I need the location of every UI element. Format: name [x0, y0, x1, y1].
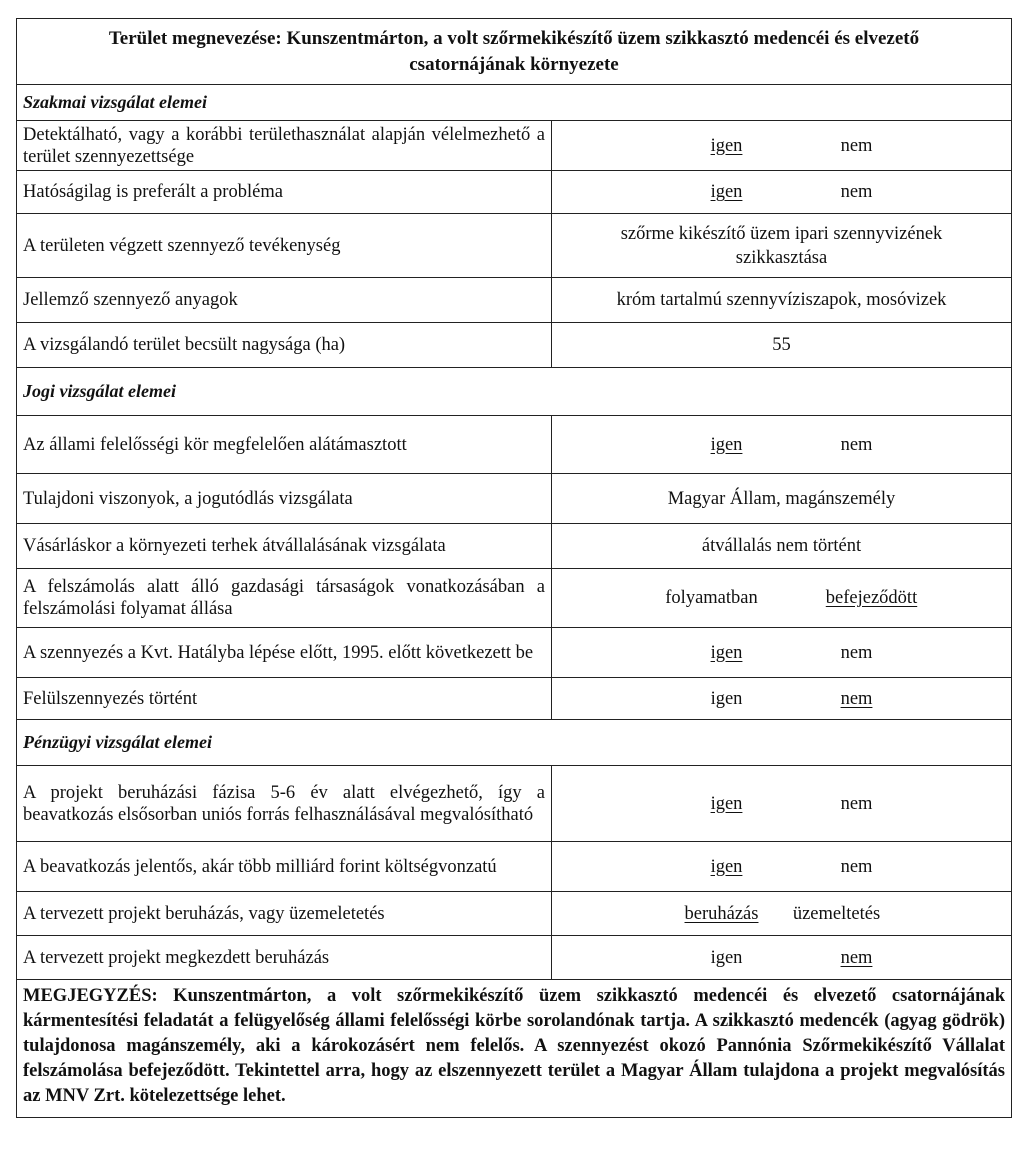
row-value	[552, 628, 1011, 677]
option-no: nem	[840, 434, 873, 455]
table-row	[17, 892, 1011, 936]
option-no: nem	[840, 182, 873, 202]
option-yes: igen	[710, 135, 743, 156]
option-no: nem	[840, 688, 873, 709]
option-no: nem	[840, 642, 873, 663]
row-label: Az állami felelősségi kör megfelelően alátámasztott	[17, 416, 552, 473]
row-value: Magyar Állam, magánszemély	[667, 488, 896, 509]
table-row	[17, 214, 1011, 278]
row-value	[552, 936, 1011, 979]
option-in-progress: folyamatban	[665, 588, 758, 608]
table-row	[17, 628, 1011, 678]
row-value: 55	[772, 335, 791, 355]
table-row	[17, 842, 1011, 892]
row-label: A tervezett projekt megkezdett beruházás	[17, 936, 552, 979]
option-no: nem	[840, 856, 873, 877]
option-no: nem	[840, 793, 873, 814]
option-yes: igen	[710, 947, 743, 968]
row-value	[552, 892, 1011, 935]
table-row	[17, 416, 1011, 474]
option-completed: befejeződött	[825, 588, 918, 608]
table-row	[17, 278, 1011, 323]
option-yes: igen	[710, 856, 743, 877]
option-yes: igen	[710, 642, 743, 663]
row-label: Jellemző szennyező anyagok	[17, 278, 552, 322]
area-title: Terület megnevezése: Kunszentmárton, a volt szőrmekikészítő üzem szikkasztó medencéi és elvezető csatornájának környezete	[17, 19, 1011, 85]
row-value	[552, 416, 1011, 473]
row-value	[552, 842, 1011, 891]
row-label: A szennyezés a Kvt. Hatályba lépése előtt, 1995. előtt következett be	[17, 628, 552, 677]
row-value	[552, 171, 1011, 213]
section-header-professional: Szakmai vizsgálat elemei	[17, 85, 1011, 121]
row-label: A vizsgálandó terület becsült nagysága (ha)	[17, 323, 552, 367]
table-row	[17, 323, 1011, 368]
table-row	[17, 766, 1011, 842]
option-investment: beruházás	[684, 903, 759, 924]
row-value	[552, 121, 1011, 170]
option-yes: igen	[710, 793, 743, 814]
row-label: A beavatkozás jelentős, akár több milliárd forint költségvonzatú	[17, 842, 552, 891]
option-no: nem	[840, 135, 873, 156]
table-row	[17, 678, 1011, 720]
row-value: króm tartalmú szennyvíziszapok, mosóvizek	[616, 290, 947, 310]
assessment-table	[16, 18, 1012, 1118]
option-no: nem	[840, 947, 873, 968]
row-label: Hatóságilag is preferált a probléma	[17, 171, 552, 213]
option-yes: igen	[710, 434, 743, 455]
row-label: Detektálható, vagy a korábbi területhasználat alapján vélelmezhető a terület szennyezettsége	[17, 121, 552, 170]
table-row	[17, 171, 1011, 214]
remark-note: MEGJEGYZÉS: Kunszentmárton, a volt szőrmekikészítő üzem szikkasztó medencéi és elvezető csatornájának kármentesítési feladatát a felügyelőség állami felelősségi körbe sorolandónak tartja. A szikkasztó medencék (agyag gödrök) tulajdonosa magánszemély, aki a károkozásért nem felelős. A szennyezést okozó Pannónia Szőrmekikészítő Vállalat felszámolása befejeződött. Tekintettel arra, hogy az elszennyezett terület a Magyar Állam tulajdona a projekt megvalósítás az MNV Zrt. kötelezettsége lehet.	[23, 986, 1005, 1106]
row-label: A tervezett projekt beruházás, vagy üzemeletetés	[17, 892, 552, 935]
row-label: A projekt beruházási fázisa 5-6 év alatt elvégezhető, így a beavatkozás elsősorban uniós forrás felhasználásával megvalósítható	[17, 766, 552, 841]
row-label: A területen végzett szennyező tevékenység	[17, 214, 552, 277]
row-value	[552, 678, 1011, 719]
row-label: A felszámolás alatt álló gazdasági társaságok vonatkozásában a felszámolási folyamat állása	[17, 569, 552, 627]
table-row	[17, 474, 1011, 524]
row-label: Vásárláskor a környezeti terhek átvállalásának vizsgálata	[17, 524, 552, 568]
table-row	[17, 569, 1011, 628]
section-header-financial: Pénzügyi vizsgálat elemei	[17, 720, 1011, 766]
row-value	[552, 569, 1011, 627]
option-yes: igen	[710, 182, 743, 202]
option-operation: üzemeltetés	[792, 903, 881, 924]
option-yes: igen	[710, 688, 743, 709]
table-row	[17, 121, 1011, 171]
row-value: szőrme kikészítő üzem ipari szennyvizének szikkasztása	[620, 223, 943, 268]
row-value: átvállalás nem történt	[701, 536, 862, 556]
row-label: Felülszennyezés történt	[17, 678, 552, 719]
table-row	[17, 936, 1011, 980]
table-row	[17, 524, 1011, 569]
section-header-legal: Jogi vizsgálat elemei	[17, 368, 1011, 416]
row-label: Tulajdoni viszonyok, a jogutódlás vizsgálata	[17, 474, 552, 523]
row-value	[552, 766, 1011, 841]
